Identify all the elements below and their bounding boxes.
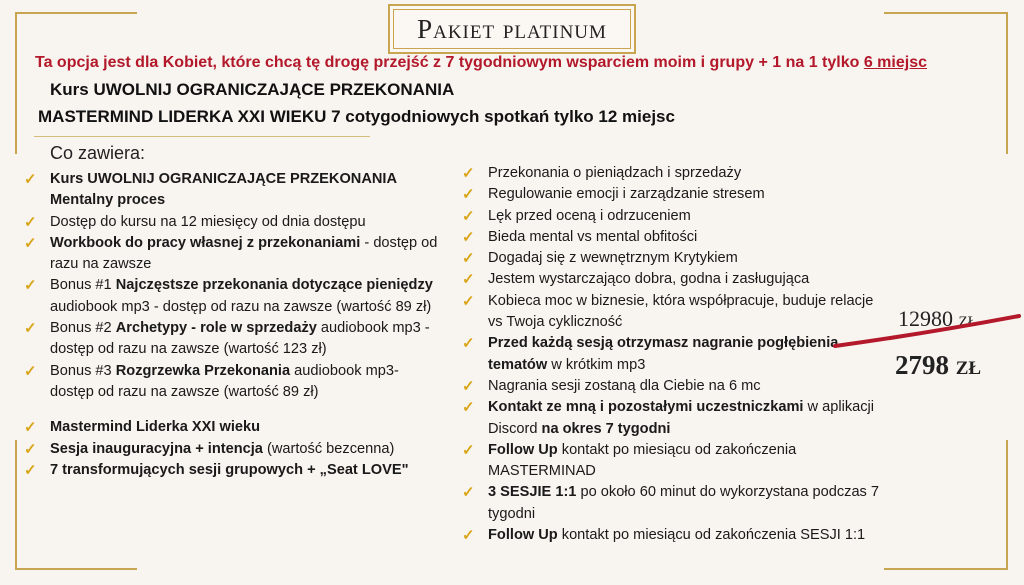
- checkmark-icon: ✓: [24, 362, 37, 380]
- frame-corner-top-right: [884, 12, 1008, 154]
- old-price: 12980 zł: [898, 306, 977, 331]
- list-item: ✓ Regulowanie emocji i zarządzanie stresem: [462, 184, 882, 205]
- list-item: ✓ Bonus #3 Rozgrzewka Przekonania audiobook mp3- dostęp od razu na zawsze (wartość 89 zł): [24, 362, 399, 400]
- list-item: ✓ 7 transformujących sesji grupowych + „Seat LOVE": [24, 460, 440, 481]
- list-item: ✓ Kurs UWOLNIJ OGRANICZAJĄCE PRZEKONANIA Mentalny proces: [24, 171, 397, 209]
- list-item: ✓ Jestem wystarczająco dobra, godna i zasługująca: [462, 269, 882, 290]
- checkmark-icon: ✓: [24, 277, 37, 295]
- checkmark-icon: ✓: [462, 399, 475, 417]
- checkmark-icon: ✓: [462, 228, 475, 246]
- checkmark-icon: ✓: [462, 377, 475, 395]
- checkmark-icon: ✓: [462, 484, 475, 502]
- checkmark-icon: ✓: [462, 186, 475, 204]
- checkmark-icon: ✓: [24, 234, 37, 252]
- checkmark-icon: ✓: [24, 461, 37, 479]
- list-item: ✓ Nagrania sesji zostaną dla Ciebie na 6 mc: [462, 376, 882, 397]
- checkmark-icon: ✓: [24, 171, 37, 188]
- mastermind-line: MASTERMIND LIDERKA XXI WIEKU 7 cotygodniowych spotkań tylko 12 miejsc: [38, 107, 675, 126]
- course-line: Kurs UWOLNIJ OGRANICZAJĄCE PRZEKONANIA: [50, 80, 455, 99]
- list-item: ✓ Sesja inauguracyjna + intencja (wartość bezcenna): [24, 439, 440, 460]
- list-item: ✓ 3 SESJIE 1:1 po około 60 minut do wykorzystana podczas 7 tygodni: [462, 484, 880, 522]
- checkmark-icon: ✓: [462, 292, 475, 310]
- right-feature-list: [462, 163, 882, 546]
- list-item: ✓ Bieda mental vs mental obfitości: [462, 227, 882, 248]
- contains-heading: Co zawiera:: [50, 143, 146, 163]
- price-strikethrough: [833, 312, 1023, 352]
- list-item: ✓ Bonus #1 Najczęstsze przekonania dotyczące pieniędzy audiobook mp3 - dostęp od razu na zawsze (wartość 89 zł): [24, 277, 433, 315]
- checkmark-icon: ✓: [462, 250, 475, 268]
- list-item: ✓ Mastermind Liderka XXI wieku: [24, 417, 440, 438]
- frame-corner-bottom-right: [884, 440, 1008, 570]
- list-item: ✓ Kobieca moc w biznesie, która współpracuje, buduje relacje vs Twoja cykliczność: [462, 292, 874, 331]
- list-item: ✓ Follow Up kontakt po miesiącu od zakończenia MASTERMINAD: [462, 441, 797, 480]
- list-item: ✓ Follow Up kontakt po miesiącu od zakończenia SESJI 1:1: [462, 525, 882, 546]
- list-item: ✓ Przed każdą sesją otrzymasz nagranie pogłębienia tematów w krótkim mp3: [462, 335, 839, 373]
- intro-text: Ta opcja jest dla Kobiet, które chcą tę drogę przejść z 7 tygodniowym wsparciem moim i grupy + 1 na 1 tylko: [35, 54, 860, 71]
- new-price: 2798 zł: [895, 350, 982, 380]
- list-item: ✓ Kontakt ze mną i pozostałymi uczestniczkami w aplikacji Discord na okres 7 tygodni: [462, 399, 875, 437]
- checkmark-icon: ✓: [462, 207, 475, 225]
- list-item: ✓ Dogadaj się z wewnętrznym Krytykiem: [462, 248, 882, 269]
- page-title: Pakiet platinum: [417, 13, 607, 44]
- list-item: ✓ Przekonania o pieniądzach i sprzedaży: [462, 163, 882, 184]
- checkmark-icon: ✓: [24, 440, 37, 458]
- checkmark-icon: ✓: [24, 213, 37, 231]
- checkmark-icon: ✓: [24, 419, 37, 437]
- checkmark-icon: ✓: [462, 271, 475, 289]
- intro-line: [35, 54, 1015, 72]
- gold-divider: [34, 136, 370, 137]
- checkmark-icon: ✓: [462, 335, 475, 353]
- intro-seats: 6 miejsc: [863, 54, 927, 71]
- checkmark-icon: ✓: [462, 441, 475, 459]
- title-box-inner-border: [393, 9, 631, 49]
- left-feature-list: [24, 169, 440, 481]
- checkmark-icon: ✓: [462, 527, 475, 545]
- list-item: ✓ Lęk przed oceną i odrzuceniem: [462, 206, 882, 227]
- checkmark-icon: ✓: [24, 320, 37, 338]
- list-item: ✓ Dostęp do kursu na 12 miesięcy od dnia dostępu: [24, 212, 440, 233]
- checkmark-icon: ✓: [462, 165, 475, 182]
- list-item: ✓ Workbook do pracy własnej z przekonaniami - dostęp od razu na zawsze: [24, 234, 438, 273]
- list-item: ✓ Bonus #2 Archetypy - role w sprzedaży audiobook mp3 - dostęp od razu na zawsze (wartość 123 zł): [24, 320, 430, 358]
- title-box: [388, 4, 636, 54]
